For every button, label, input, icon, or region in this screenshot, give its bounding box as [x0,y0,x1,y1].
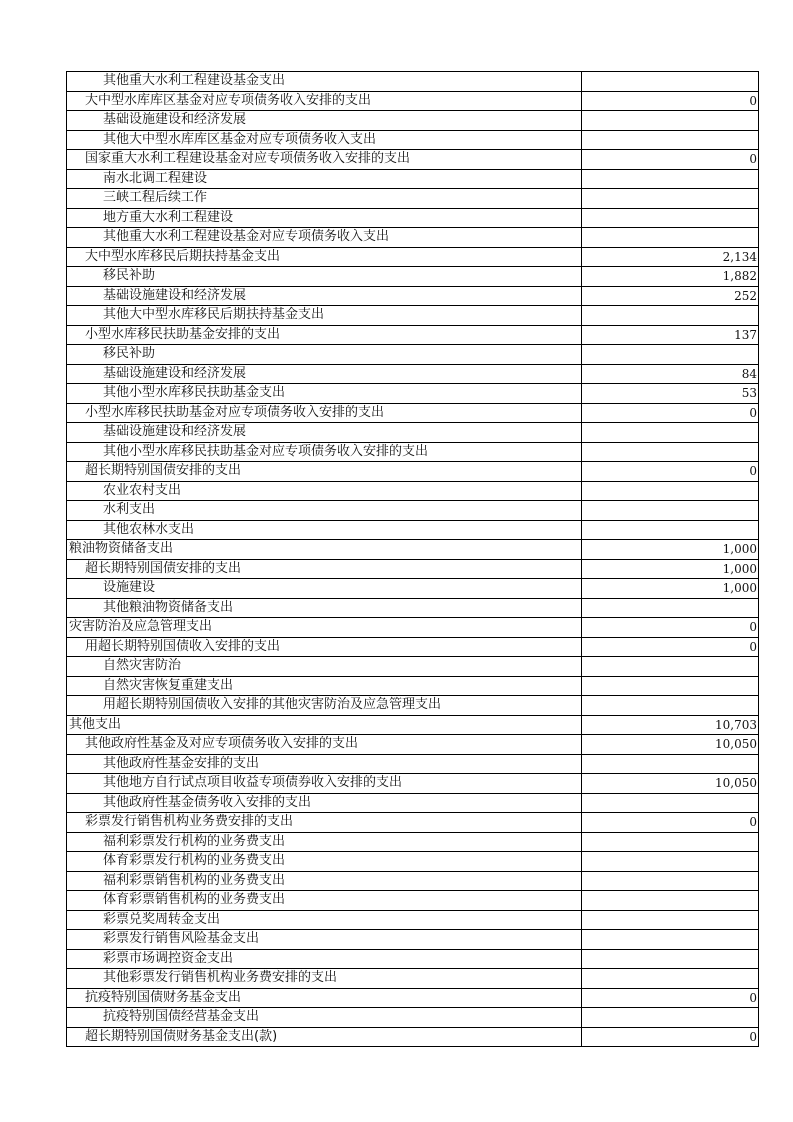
amount-cell [582,111,759,131]
item-name-cell: 超长期特别国债财务基金支出(款) [67,1027,582,1047]
amount-cell [582,501,759,521]
amount-cell [582,657,759,677]
item-name-cell: 移民补助 [67,345,582,365]
table-row [67,462,759,482]
item-name-cell: 其他彩票发行销售机构业务费安排的支出 [67,969,582,989]
table-row [67,1027,759,1047]
table-row [67,1008,759,1028]
table-row [67,774,759,794]
table-row [67,111,759,131]
amount-cell [582,228,759,248]
table-row [67,208,759,228]
item-name-cell: 其他粮油物资储备支出 [67,598,582,618]
table-row [67,91,759,111]
table-row [67,891,759,911]
item-name-cell: 基础设施建设和经济发展 [67,111,582,131]
amount-cell: 0 [582,1027,759,1047]
table-row [67,715,759,735]
table-row [67,169,759,189]
table-row [67,345,759,365]
amount-cell [582,793,759,813]
amount-cell [582,345,759,365]
item-name-cell: 其他重大水利工程建设基金支出 [67,72,582,92]
amount-cell [582,72,759,92]
amount-cell [582,852,759,872]
table-row [67,559,759,579]
table-row [67,969,759,989]
item-name-cell: 自然灾害防治 [67,657,582,677]
amount-cell: 0 [582,988,759,1008]
item-name-cell: 用超长期特别国债收入安排的支出 [67,637,582,657]
item-name-cell: 彩票发行销售风险基金支出 [67,930,582,950]
table-row [67,286,759,306]
table-row [67,481,759,501]
amount-cell [582,208,759,228]
amount-cell [582,423,759,443]
item-name-cell: 基础设施建设和经济发展 [67,364,582,384]
item-name-cell: 超长期特别国债安排的支出 [67,559,582,579]
item-name-cell: 粮油物资储备支出 [67,540,582,560]
table-row [67,325,759,345]
item-name-cell: 地方重大水利工程建设 [67,208,582,228]
item-name-cell: 其他政府性基金安排的支出 [67,754,582,774]
table-row [67,988,759,1008]
amount-cell [582,930,759,950]
amount-cell [582,598,759,618]
table-row [67,910,759,930]
amount-cell [582,676,759,696]
amount-cell: 1,000 [582,559,759,579]
amount-cell: 1,000 [582,579,759,599]
item-name-cell: 超长期特别国债安排的支出 [67,462,582,482]
amount-cell [582,306,759,326]
table-row [67,247,759,267]
amount-cell: 0 [582,91,759,111]
table-row [67,540,759,560]
table-row [67,793,759,813]
table-row [67,754,759,774]
item-name-cell: 抗疫特别国债经营基金支出 [67,1008,582,1028]
item-name-cell: 其他大中型水库移民后期扶持基金支出 [67,306,582,326]
table-row [67,852,759,872]
amount-cell: 53 [582,384,759,404]
item-name-cell: 小型水库移民扶助基金安排的支出 [67,325,582,345]
amount-cell [582,481,759,501]
table-row [67,618,759,638]
amount-cell: 1,000 [582,540,759,560]
amount-cell: 0 [582,618,759,638]
amount-cell: 0 [582,150,759,170]
item-name-cell: 其他重大水利工程建设基金对应专项债务收入支出 [67,228,582,248]
table-row [67,813,759,833]
table-row [67,949,759,969]
item-name-cell: 水利支出 [67,501,582,521]
amount-cell [582,969,759,989]
table-row [67,189,759,209]
table-body [67,72,759,1047]
amount-cell [582,442,759,462]
item-name-cell: 三峡工程后续工作 [67,189,582,209]
item-name-cell: 其他支出 [67,715,582,735]
budget-expenditure-table [66,71,759,1047]
item-name-cell: 灾害防治及应急管理支出 [67,618,582,638]
item-name-cell: 福利彩票发行机构的业务费支出 [67,832,582,852]
amount-cell [582,891,759,911]
table-row [67,637,759,657]
amount-cell: 84 [582,364,759,384]
table-row [67,735,759,755]
item-name-cell: 自然灾害恢复重建支出 [67,676,582,696]
item-name-cell: 其他地方自行试点项目收益专项债券收入安排的支出 [67,774,582,794]
amount-cell: 1,882 [582,267,759,287]
amount-cell: 2,134 [582,247,759,267]
item-name-cell: 设施建设 [67,579,582,599]
table-row [67,384,759,404]
amount-cell: 252 [582,286,759,306]
table-row [67,832,759,852]
item-name-cell: 基础设施建设和经济发展 [67,423,582,443]
item-name-cell: 用超长期特别国债收入安排的其他灾害防治及应急管理支出 [67,696,582,716]
table-row [67,930,759,950]
table-row [67,72,759,92]
item-name-cell: 其他小型水库移民扶助基金支出 [67,384,582,404]
amount-cell [582,520,759,540]
table-row [67,696,759,716]
item-name-cell: 其他大中型水库库区基金对应专项债务收入支出 [67,130,582,150]
amount-cell: 0 [582,462,759,482]
table-row [67,150,759,170]
amount-cell [582,949,759,969]
item-name-cell: 体育彩票销售机构的业务费支出 [67,891,582,911]
amount-cell: 10,050 [582,774,759,794]
table-row [67,520,759,540]
item-name-cell: 彩票市场调控资金支出 [67,949,582,969]
item-name-cell: 抗疫特别国债财务基金支出 [67,988,582,1008]
amount-cell [582,1008,759,1028]
table-row [67,442,759,462]
amount-cell: 10,703 [582,715,759,735]
amount-cell [582,130,759,150]
amount-cell [582,189,759,209]
amount-cell [582,832,759,852]
item-name-cell: 其他小型水库移民扶助基金对应专项债务收入安排的支出 [67,442,582,462]
item-name-cell: 大中型水库库区基金对应专项债务收入安排的支出 [67,91,582,111]
table-row [67,598,759,618]
item-name-cell: 福利彩票销售机构的业务费支出 [67,871,582,891]
amount-cell: 10,050 [582,735,759,755]
table-row [67,579,759,599]
item-name-cell: 其他政府性基金及对应专项债务收入安排的支出 [67,735,582,755]
amount-cell: 0 [582,403,759,423]
amount-cell: 137 [582,325,759,345]
amount-cell [582,910,759,930]
item-name-cell: 其他政府性基金债务收入安排的支出 [67,793,582,813]
item-name-cell: 南水北调工程建设 [67,169,582,189]
table-row [67,306,759,326]
table-row [67,403,759,423]
item-name-cell: 大中型水库移民后期扶持基金支出 [67,247,582,267]
amount-cell [582,169,759,189]
item-name-cell: 国家重大水利工程建设基金对应专项债务收入安排的支出 [67,150,582,170]
amount-cell [582,754,759,774]
table-row [67,501,759,521]
table-row [67,423,759,443]
amount-cell: 0 [582,813,759,833]
item-name-cell: 体育彩票发行机构的业务费支出 [67,852,582,872]
table-row [67,267,759,287]
item-name-cell: 其他农林水支出 [67,520,582,540]
table-row [67,228,759,248]
item-name-cell: 彩票发行销售机构业务费安排的支出 [67,813,582,833]
amount-cell: 0 [582,637,759,657]
amount-cell [582,871,759,891]
table-row [67,364,759,384]
item-name-cell: 小型水库移民扶助基金对应专项债务收入安排的支出 [67,403,582,423]
table-row [67,871,759,891]
item-name-cell: 农业农村支出 [67,481,582,501]
table-row [67,657,759,677]
item-name-cell: 彩票兑奖周转金支出 [67,910,582,930]
table-row [67,130,759,150]
amount-cell [582,696,759,716]
item-name-cell: 移民补助 [67,267,582,287]
item-name-cell: 基础设施建设和经济发展 [67,286,582,306]
table-row [67,676,759,696]
